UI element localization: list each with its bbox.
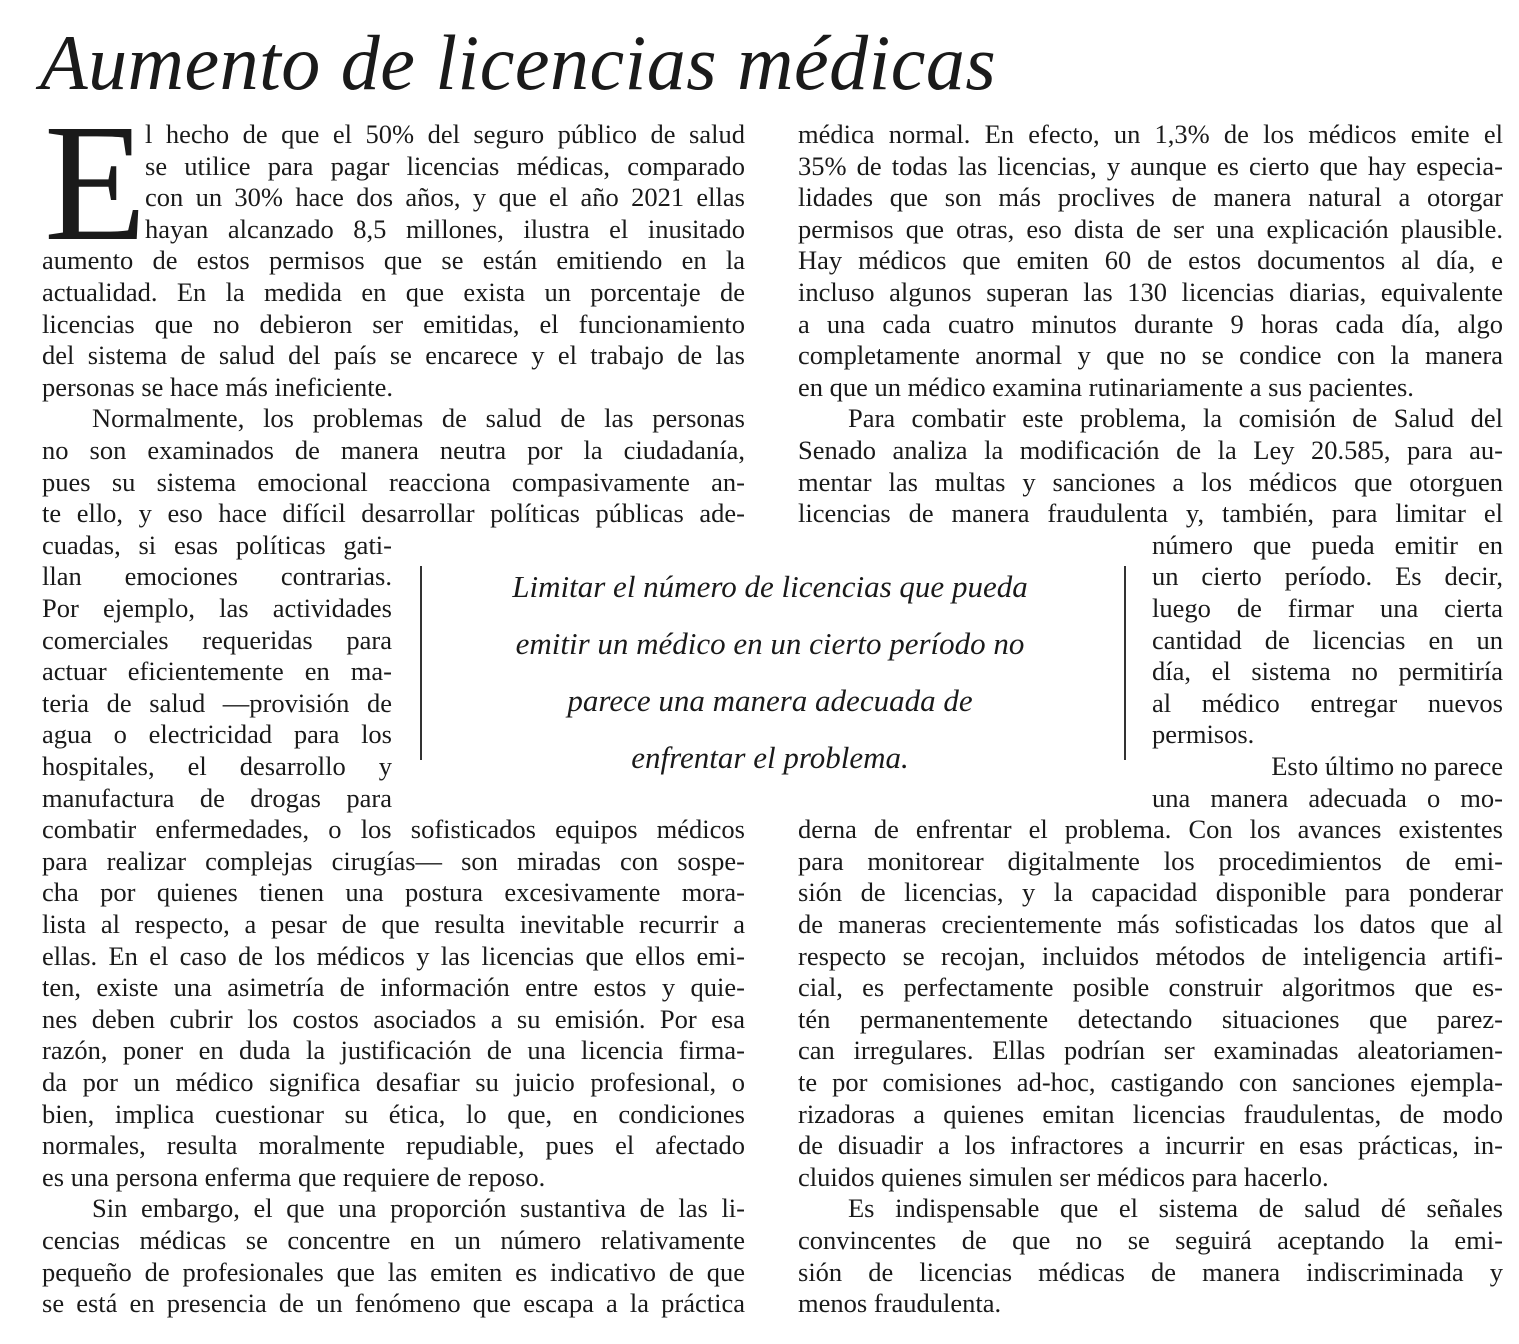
right-column-line: can irregulares. Ellas podrían ser examinadas aleatoriamen- [798,1035,1503,1066]
left-column-line: nes deben cubrir los costos asociados a su emisión. Por esa [42,1003,745,1034]
left-column-line: llan emociones contrarias. [42,561,392,592]
left-column-line: razón, poner en duda la justificación de una licencia firma- [42,1035,745,1066]
left-column-line: actualidad. En la medida en que exista un porcentaje de [42,277,745,307]
left-column-line: comerciales requeridas para [42,624,392,655]
left-column-line: cha por quienes tienen una postura excesivamente mora- [42,877,745,908]
left-column-line: Sin embargo, el que una proporción sustantiva de las li- [92,1193,745,1224]
right-column-line: 35% de todas las licencias, y aunque es cierto que hay especia- [798,150,1503,181]
right-column-line: rizadoras a quienes emitan licencias fraudulentas, de modo [798,1098,1503,1129]
right-column-line: sión de licencias, y la capacidad disponible para ponderar [798,877,1503,908]
right-column-line: de disuadir a los infractores a incurrir en esas prácticas, in- [798,1130,1503,1161]
pull-quote-line: enfrentar el problema. [631,740,909,775]
left-column-line: hayan alcanzado 8,5 millones, ilustra el inusitado [145,213,745,244]
right-column-line: cantidad de licencias en un [1152,624,1503,655]
pull-quote-line: parece una manera adecuada de [567,683,973,718]
pull-quote-left-rule [420,566,422,760]
right-column-line: permisos que otras, eso dista de ser una explicación plausible. [798,213,1503,244]
right-column-line: sión de licencias médicas de manera indiscriminada y [798,1256,1503,1287]
right-column-line: respecto se recojan, incluidos métodos de inteligencia artifi- [798,940,1503,971]
left-column-line: te ello, y eso hace difícil desarrollar políticas públicas ade- [42,498,745,529]
right-column-line: para monitorear digitalmente los procedimientos de emi- [798,845,1503,876]
right-column-line: mentar las multas y sanciones a los médicos que otorguen [798,466,1503,497]
left-column-line: Normalmente, los problemas de salud de las personas [92,403,745,434]
left-column-line: personas se hace más ineficiente. [42,371,393,402]
right-column-line: Hay médicos que emiten 60 de estos documentos al día, e [798,245,1503,276]
left-column-line: manufactura de drogas para [42,782,392,813]
right-column-line: menos fraudulenta. [798,1288,1002,1319]
left-column-line: combatir enfermedades, o los sofisticados equipos médicos [42,814,745,845]
left-column-line: actuar eficientemente en ma- [42,656,392,687]
left-column-line: se está en presencia de un fenómeno que escapa a la práctica [42,1288,745,1319]
right-column-line: permisos. [1152,719,1255,750]
right-column-line: derna de enfrentar el problema. Con los avances existentes [798,814,1503,845]
right-column-line: cluidos quienes simulen ser médicos para hacerlo. [798,1161,1329,1192]
left-column-line: hospitales, el desarrollo y [42,751,392,781]
left-column-line: normales, resulta moralmente repudiable, pues el afectado [42,1130,745,1161]
left-column-line: pequeño de profesionales que las emiten es indicativo de que [42,1256,745,1287]
pull-quote-line: Limitar el número de licencias que pueda [512,569,1028,604]
drop-cap: E [44,90,147,276]
right-column-line: convincentes de que no se seguirá aceptando la emi- [798,1225,1503,1255]
left-column-line: se utilice para pagar licencias médicas, comparado [145,150,745,181]
left-column-line: del sistema de salud del país se encarece y el trabajo de las [42,340,745,371]
left-column-line: teria de salud —provisión de [42,687,392,718]
right-column-line: Es indispensable que el sistema de salud dé señales [848,1193,1503,1224]
right-column-line: día, el sistema no permitiría [1152,656,1503,687]
left-column-line: pues su sistema emocional reacciona compasivamente an- [42,466,745,497]
right-column-line: tén permanentemente detectando situaciones que parez- [798,1003,1503,1034]
left-column-line: para realizar complejas cirugías— son miradas con sospe- [42,845,745,876]
left-column-line: Por ejemplo, las actividades [42,593,392,623]
left-column-line: agua o electricidad para los [42,719,392,750]
right-column-line: a una cada cuatro minutos durante 9 horas cada día, algo [798,308,1503,339]
right-column-line: un cierto período. Es decir, [1152,561,1503,592]
left-column-line: l hecho de que el 50% del seguro público de salud [145,119,745,149]
right-column-line: licencias de manera fraudulenta y, también, para limitar el [798,498,1503,529]
right-column-line: completamente anormal y que no se condice con la manera [798,340,1503,371]
left-column-line: lista al respecto, a pesar de que resulta inevitable recurrir a [42,909,745,939]
right-column-line: en que un médico examina rutinariamente a sus pacientes. [798,371,1414,402]
right-column-line: Para combatir este problema, la comisión de Salud del [848,403,1503,434]
right-column-line: una manera adecuada o mo- [1152,782,1503,813]
left-column-line: no son examinados de manera neutra por la ciudadanía, [42,435,745,465]
left-column-line: ellas. En el caso de los médicos y las licencias que ellos emi- [42,940,745,971]
headline: Aumento de licencias médicas [40,19,997,106]
left-column-line: cuadas, si esas políticas gati- [42,529,392,560]
right-column-line: luego de firmar una cierta [1152,593,1503,623]
pull-quote-right-rule [1124,566,1126,760]
right-column-line: cial, es perfectamente posible construir algoritmos que es- [798,972,1503,1003]
right-column-line: de maneras crecientemente más sofisticadas los datos que al [798,909,1503,939]
right-column-line: número que pueda emitir en [1152,529,1503,560]
right-column-line: médica normal. En efecto, un 1,3% de los médicos emite el [798,119,1503,149]
right-column-line: Esto último no parece [1271,751,1503,781]
left-column-line: ten, existe una asimetría de información entre estos y quie- [42,972,745,1003]
left-column-line: con un 30% hace dos años, y que el año 2021 ellas [145,182,745,213]
left-column-line: licencias que no debieron ser emitidas, el funcionamiento [42,308,745,339]
left-column-line: da por un médico significa desafiar su juicio profesional, o [42,1067,745,1097]
right-column-line: incluso algunos superan las 130 licencias diarias, equivalente [798,277,1503,307]
right-column-line: te por comisiones ad-hoc, castigando con sanciones ejempla- [798,1067,1503,1097]
left-column-line: es una persona enferma que requiere de reposo. [42,1161,546,1192]
right-column-line: Senado analiza la modificación de la Ley 20.585, para au- [798,435,1503,465]
right-column-line: al médico entregar nuevos [1152,687,1503,718]
right-column-line: lidades que son más proclives de manera natural a otorgar [798,182,1503,213]
pull-quote-line: emitir un médico en un cierto período no [515,626,1025,661]
left-column-line: bien, implica cuestionar su ética, lo que, en condiciones [42,1098,745,1129]
left-column-line: cencias médicas se concentre en un número relativamente [42,1225,745,1255]
left-column-line: aumento de estos permisos que se están emitiendo en la [42,245,745,276]
